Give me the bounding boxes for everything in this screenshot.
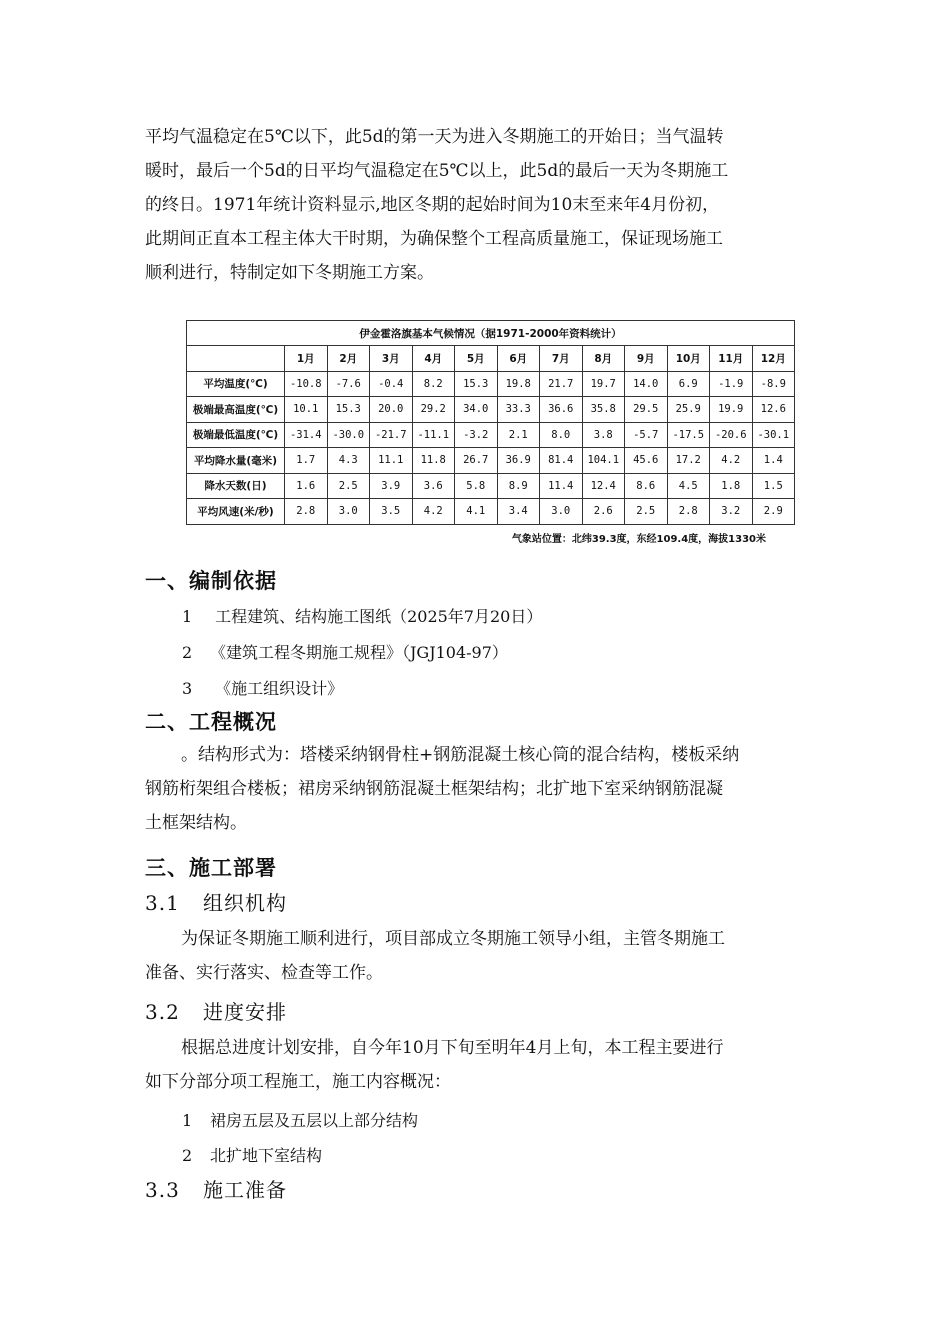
table-cell: -5.7 bbox=[625, 422, 668, 448]
organization-paragraph bbox=[145, 922, 805, 990]
table-cell: 34.0 bbox=[455, 397, 498, 423]
month-header: 3月 bbox=[370, 346, 413, 372]
table-cell: 21.7 bbox=[540, 371, 583, 397]
row-label: 平均降水量(毫米) bbox=[187, 448, 285, 474]
table-header-row bbox=[187, 346, 795, 372]
list-item bbox=[182, 604, 542, 627]
text-line: 顺利进行，特制定如下冬期施工方案。 bbox=[145, 263, 434, 283]
table-cell: 11.8 bbox=[412, 448, 455, 474]
table-row bbox=[187, 422, 795, 448]
table-row bbox=[187, 499, 795, 525]
month-header: 1月 bbox=[285, 346, 328, 372]
table-cell: 3.9 bbox=[370, 473, 413, 499]
table-cell: 4.2 bbox=[412, 499, 455, 525]
subsection-heading bbox=[145, 1174, 287, 1203]
item-number: 2 bbox=[182, 643, 193, 662]
list-item bbox=[182, 1143, 322, 1166]
table-cell: -1.9 bbox=[710, 371, 753, 397]
section-heading: 二、工程概况 bbox=[145, 710, 277, 734]
table-cell: 3.6 bbox=[412, 473, 455, 499]
table-cell: 25.9 bbox=[667, 397, 710, 423]
subsection-title: 组织机构 bbox=[203, 891, 287, 915]
subsection-heading bbox=[145, 996, 287, 1025]
table-cell: 19.7 bbox=[582, 371, 625, 397]
table-cell: 19.8 bbox=[497, 371, 540, 397]
table-cell: 2.8 bbox=[285, 499, 328, 525]
subsection-number: 3.1 bbox=[145, 891, 180, 915]
row-label: 降水天数(日) bbox=[187, 473, 285, 499]
table-cell: 36.6 bbox=[540, 397, 583, 423]
item-number: 2 bbox=[182, 1146, 193, 1165]
table-cell: 19.9 bbox=[710, 397, 753, 423]
text-line: 钢筋桁架组合楼板；裙房采纳钢筋混凝土框架结构；北扩地下室采纳钢筋混凝 bbox=[145, 779, 723, 799]
month-header: 10月 bbox=[667, 346, 710, 372]
month-header: 12月 bbox=[752, 346, 795, 372]
month-header: 6月 bbox=[497, 346, 540, 372]
table-cell: 3.0 bbox=[540, 499, 583, 525]
schedule-paragraph bbox=[145, 1031, 805, 1099]
row-label: 极端最高温度(℃) bbox=[187, 397, 285, 423]
row-label: 极端最低温度(℃) bbox=[187, 422, 285, 448]
table-cell: 33.3 bbox=[497, 397, 540, 423]
table-cell: 1.5 bbox=[752, 473, 795, 499]
table-cell: -10.8 bbox=[285, 371, 328, 397]
table-cell: 6.9 bbox=[667, 371, 710, 397]
station-location-note: 气象站位置：北纬39.3度，东经109.4度，海拔1330米 bbox=[511, 534, 766, 545]
item-number: 1 bbox=[182, 607, 193, 626]
table-title: 伊金霍洛旗基本气候情况（据1971-2000年资料统计） bbox=[187, 321, 795, 346]
table-cell: 104.1 bbox=[582, 448, 625, 474]
section-heading: 一、编制依据 bbox=[145, 569, 277, 593]
month-header: 5月 bbox=[455, 346, 498, 372]
text-line: 土框架结构。 bbox=[145, 813, 247, 833]
table-cell: -30.0 bbox=[327, 422, 370, 448]
table-cell: 12.6 bbox=[752, 397, 795, 423]
table-row bbox=[187, 397, 795, 423]
table-cell: -7.6 bbox=[327, 371, 370, 397]
table-cell: 3.0 bbox=[327, 499, 370, 525]
table-cell: 11.1 bbox=[370, 448, 413, 474]
table-cell: -21.7 bbox=[370, 422, 413, 448]
text-line: 准备、实行落实、检查等工作。 bbox=[145, 963, 383, 983]
table-cell: 2.1 bbox=[497, 422, 540, 448]
subsection-title: 进度安排 bbox=[203, 1000, 287, 1024]
table-cell: -0.4 bbox=[370, 371, 413, 397]
text-line: 暖时，最后一个5d的日平均气温稳定在5℃以上，此5d的最后一天为冬期施工 bbox=[145, 161, 729, 181]
table-cell: 2.5 bbox=[625, 499, 668, 525]
table-cell: 5.8 bbox=[455, 473, 498, 499]
list-item bbox=[182, 640, 508, 663]
table-cell: 29.2 bbox=[412, 397, 455, 423]
table-cell: -11.1 bbox=[412, 422, 455, 448]
table-cell: 14.0 bbox=[625, 371, 668, 397]
text-line: 如下分部分项工程施工，施工内容概况： bbox=[145, 1072, 451, 1092]
table-row bbox=[187, 448, 795, 474]
table-cell: 8.0 bbox=[540, 422, 583, 448]
table-cell: 4.3 bbox=[327, 448, 370, 474]
table-cell: 81.4 bbox=[540, 448, 583, 474]
table-cell: 1.7 bbox=[285, 448, 328, 474]
row-label: 平均风速(米/秒) bbox=[187, 499, 285, 525]
list-item bbox=[182, 1108, 418, 1131]
section-heading: 三、施工部署 bbox=[145, 856, 277, 880]
table-cell: 15.3 bbox=[327, 397, 370, 423]
table-cell: -30.1 bbox=[752, 422, 795, 448]
subsection-heading bbox=[145, 887, 287, 916]
item-number: 1 bbox=[182, 1111, 193, 1130]
table-cell: 20.0 bbox=[370, 397, 413, 423]
table-cell: 45.6 bbox=[625, 448, 668, 474]
table-cell: 3.5 bbox=[370, 499, 413, 525]
overview-paragraph bbox=[145, 738, 805, 840]
item-text: 工程建筑、结构施工图纸（2025年7月20日） bbox=[210, 607, 543, 626]
table-row bbox=[187, 371, 795, 397]
table-cell: 1.4 bbox=[752, 448, 795, 474]
subsection-number: 3.3 bbox=[145, 1178, 180, 1202]
list-item bbox=[182, 676, 343, 699]
subsection-number: 3.2 bbox=[145, 1000, 180, 1024]
month-header: 2月 bbox=[327, 346, 370, 372]
table-cell: 4.5 bbox=[667, 473, 710, 499]
table-cell: 4.2 bbox=[710, 448, 753, 474]
table-cell: 11.4 bbox=[540, 473, 583, 499]
month-header: 8月 bbox=[582, 346, 625, 372]
table-cell: -8.9 bbox=[752, 371, 795, 397]
text-line: 平均气温稳定在5℃以下，此5d的第一天为进入冬期施工的开始日；当气温转 bbox=[145, 127, 724, 147]
item-text: 《施工组织设计》 bbox=[210, 679, 344, 698]
table-cell: 3.4 bbox=[497, 499, 540, 525]
table-cell: 2.6 bbox=[582, 499, 625, 525]
table-cell: 36.9 bbox=[497, 448, 540, 474]
table-cell: 35.8 bbox=[582, 397, 625, 423]
month-header: 7月 bbox=[540, 346, 583, 372]
item-text: 裙房五层及五层以上部分结构 bbox=[210, 1111, 419, 1130]
month-header: 11月 bbox=[710, 346, 753, 372]
subsection-title: 施工准备 bbox=[203, 1178, 287, 1202]
table-cell: 8.9 bbox=[497, 473, 540, 499]
table-cell: 1.6 bbox=[285, 473, 328, 499]
table-row bbox=[187, 473, 795, 499]
item-text: 《建筑工程冬期施工规程》（JGJ104-97） bbox=[210, 643, 508, 662]
table-cell: -20.6 bbox=[710, 422, 753, 448]
item-number: 3 bbox=[182, 679, 193, 698]
table-cell: 8.2 bbox=[412, 371, 455, 397]
table-cell: 17.2 bbox=[667, 448, 710, 474]
item-text: 北扩地下室结构 bbox=[210, 1146, 323, 1165]
table-cell: -17.5 bbox=[667, 422, 710, 448]
table-cell: 1.8 bbox=[710, 473, 753, 499]
table-cell: 2.5 bbox=[327, 473, 370, 499]
table-cell: 12.4 bbox=[582, 473, 625, 499]
table-cell: 3.8 bbox=[582, 422, 625, 448]
table-cell: 26.7 bbox=[455, 448, 498, 474]
table-corner-cell bbox=[187, 346, 285, 372]
row-label: 平均温度(℃) bbox=[187, 371, 285, 397]
table-cell: 3.2 bbox=[710, 499, 753, 525]
table-cell: 4.1 bbox=[455, 499, 498, 525]
text-line: 为保证冬期施工顺利进行，项目部成立冬期施工领导小组，主管冬期施工 bbox=[181, 929, 725, 949]
table-cell: 8.6 bbox=[625, 473, 668, 499]
text-line: 根据总进度计划安排，自今年10月下旬至明年4月上旬，本工程主要进行 bbox=[181, 1038, 724, 1058]
month-header: 9月 bbox=[625, 346, 668, 372]
text-line: 此期间正直本工程主体大干时期，为确保整个工程高质量施工，保证现场施工 bbox=[145, 229, 723, 249]
month-header: 4月 bbox=[412, 346, 455, 372]
table-cell: 10.1 bbox=[285, 397, 328, 423]
table-cell: -31.4 bbox=[285, 422, 328, 448]
climate-table bbox=[186, 320, 795, 525]
table-cell: 15.3 bbox=[455, 371, 498, 397]
table-cell: -3.2 bbox=[455, 422, 498, 448]
table-cell: 29.5 bbox=[625, 397, 668, 423]
table-cell: 2.8 bbox=[667, 499, 710, 525]
climate-table-image bbox=[186, 320, 796, 550]
table-cell: 2.9 bbox=[752, 499, 795, 525]
text-line: 的终日。1971年统计资料显示,地区冬期的起始时间为10末至来年4月份初， bbox=[145, 195, 720, 215]
intro-paragraph bbox=[145, 120, 805, 290]
text-line: 。结构形式为：塔楼采纳钢骨柱+钢筋混凝土核心筒的混合结构，楼板采纳 bbox=[181, 745, 740, 765]
